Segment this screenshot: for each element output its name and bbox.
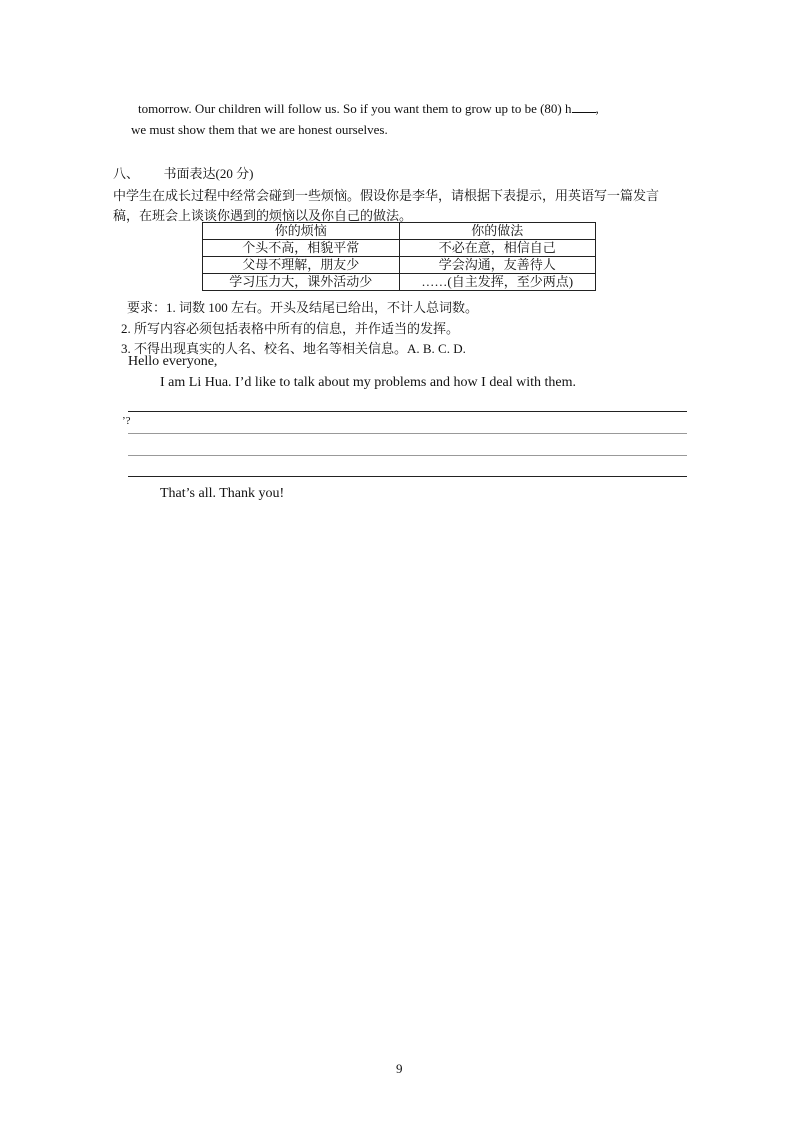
- passage-line-1-text: tomorrow. Our children will follow us. So if you want them to grow up to be (80) h: [138, 101, 572, 116]
- table-header-worries: 你的烦恼: [203, 223, 400, 240]
- table-cell: 父母不理解，朋友少: [203, 257, 400, 274]
- requirement-3: 3. 不得出现真实的人名、校名、地名等相关信息。A. B. C. D.: [121, 341, 466, 356]
- table-row: [203, 257, 596, 274]
- requirement-2: 2. 所写内容必须包括表格中所有的信息，并作适当的发挥。: [121, 321, 460, 336]
- table-header-solutions: 你的做法: [399, 223, 596, 240]
- table-cell: ……(自主发挥，至少两点): [399, 274, 596, 291]
- writing-line[interactable]: [128, 455, 687, 456]
- table-row: [203, 240, 596, 257]
- table-cell: 学会沟通，友善待人: [399, 257, 596, 274]
- essay-opening: I am Li Hua. I’d like to talk about my problems and how I deal with them.: [160, 375, 577, 390]
- passage-line-1: [138, 100, 599, 117]
- prompt-line-2: 稿，在班会上谈谈你遇到的烦恼以及你自己的做法。: [113, 208, 413, 223]
- writing-line[interactable]: [128, 476, 687, 477]
- table-cell: 学习压力大，课外活动少: [203, 274, 400, 291]
- essay-closing: That’s all. Thank you!: [160, 486, 285, 501]
- section-heading: [113, 163, 253, 182]
- table-header-row: [203, 223, 596, 240]
- page-number: 9: [396, 1061, 403, 1076]
- essay-greeting: Hello everyone,: [128, 354, 218, 369]
- table-cell: 个头不高，相貌平常: [203, 240, 400, 257]
- passage-line-2: we must show them that we are honest ourselves.: [131, 122, 388, 137]
- prompt-table: [202, 222, 596, 291]
- section-title: 书面表达(20 分): [163, 166, 254, 181]
- stray-mark: ʼ?: [122, 415, 131, 427]
- writing-line[interactable]: [128, 411, 687, 412]
- passage-line-1-end: ,: [595, 101, 599, 116]
- answer-blank-80[interactable]: [572, 100, 596, 113]
- section-number: 八、: [113, 166, 140, 181]
- requirement-1: 要求：1. 词数 100 左右。开头及结尾已给出，不计人总词数。: [127, 300, 479, 315]
- table-cell: 不必在意，相信自己: [399, 240, 596, 257]
- writing-line[interactable]: [128, 433, 687, 434]
- table-row: [203, 274, 596, 291]
- prompt-line-1: 中学生在成长过程中经常会碰到一些烦恼。假设你是李华，请根据下表提示，用英语写一篇发言: [113, 188, 660, 203]
